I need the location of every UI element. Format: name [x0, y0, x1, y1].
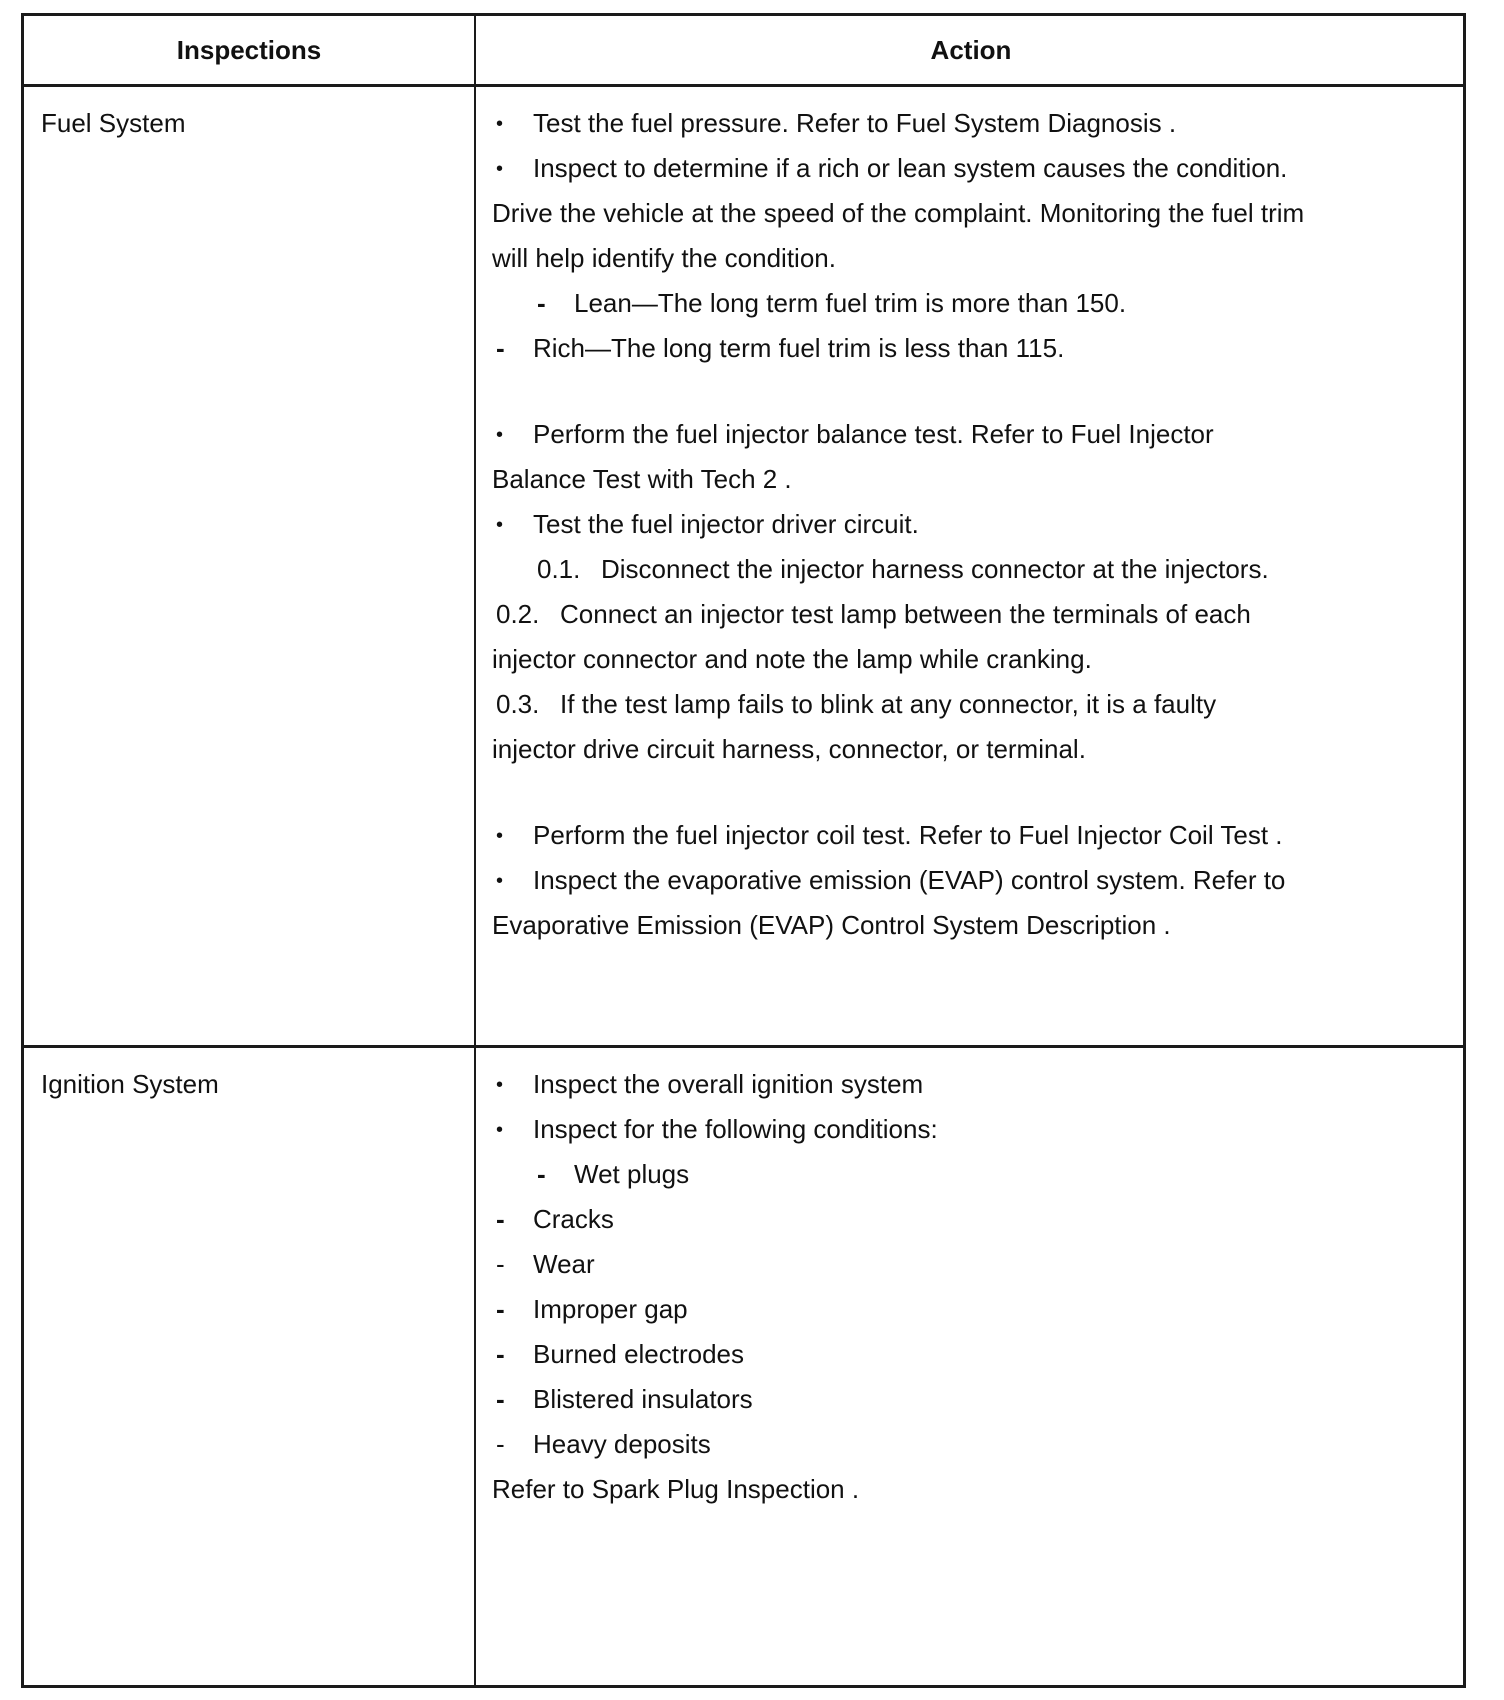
- item-text: Wet plugs: [574, 1159, 690, 1189]
- item-text: will help identify the condition.: [492, 243, 836, 273]
- dash: -: [496, 1429, 505, 1459]
- header-divider: [24, 84, 1463, 87]
- item-text: Cracks: [533, 1204, 614, 1234]
- item-text: Connect an injector test lamp between the terminals of each: [560, 599, 1251, 629]
- column-divider: [474, 16, 476, 1685]
- spacer: [492, 779, 1392, 820]
- item-text: Perform the fuel injector coil test. Refer to Fuel Injector Coil Test .: [533, 820, 1283, 850]
- list-item: [492, 1114, 1392, 1159]
- item-text: Test the fuel pressure. Refer to Fuel System Diagnosis .: [533, 108, 1177, 138]
- dash: -: [496, 1249, 505, 1279]
- bullet: •: [496, 113, 504, 135]
- list-item: [492, 419, 1392, 464]
- list-item: [492, 108, 1392, 153]
- action-cell-ignition-system: [492, 1069, 1392, 1519]
- dash: -: [496, 1294, 505, 1324]
- item-text: Inspect to determine if a rich or lean system causes the condition.: [533, 153, 1288, 183]
- row-divider: [24, 1045, 1463, 1048]
- inspection-ignition-system: Ignition System: [41, 1069, 219, 1099]
- item-text: Inspect the evaporative emission (EVAP) control system. Refer to: [533, 865, 1286, 895]
- action-cell-fuel-system: [492, 108, 1392, 955]
- item-text: Test the fuel injector driver circuit.: [533, 509, 919, 539]
- spacer: [492, 378, 1392, 419]
- bullet: •: [496, 514, 504, 536]
- list-item: [492, 1339, 1392, 1384]
- item-text: Balance Test with Tech 2 .: [492, 464, 792, 494]
- dash: -: [496, 1384, 505, 1414]
- dash: -: [496, 333, 505, 363]
- paragraph-line: [492, 243, 1392, 288]
- step-number: 0.2.: [496, 599, 540, 629]
- bullet: •: [496, 424, 504, 446]
- list-item: [492, 554, 1392, 599]
- bullet: •: [496, 870, 504, 892]
- paragraph-line: [492, 198, 1392, 243]
- item-text: Wear: [533, 1249, 595, 1279]
- list-item: [492, 509, 1392, 554]
- list-item: [492, 689, 1392, 734]
- step-number: 0.3.: [496, 689, 540, 719]
- list-item: [492, 865, 1392, 910]
- item-text: injector drive circuit harness, connector, or terminal.: [492, 734, 1086, 764]
- list-item: [492, 599, 1392, 644]
- dash: -: [537, 288, 546, 318]
- bullet: •: [496, 1119, 504, 1141]
- paragraph-line: [492, 464, 1392, 509]
- item-text: Disconnect the injector harness connector at the injectors.: [601, 554, 1269, 584]
- item-text: Lean—The long term fuel trim is more than 150.: [574, 288, 1127, 318]
- item-text: Burned electrodes: [533, 1339, 745, 1369]
- dash: -: [496, 1339, 505, 1369]
- dash: -: [496, 1204, 505, 1234]
- list-item: [492, 1249, 1392, 1294]
- item-text: Inspect the overall ignition system: [533, 1069, 924, 1099]
- item-text: If the test lamp fails to blink at any connector, it is a faulty: [560, 689, 1217, 719]
- list-item: [492, 1294, 1392, 1339]
- paragraph-line: [492, 910, 1392, 955]
- item-text: Heavy deposits: [533, 1429, 711, 1459]
- list-item: [492, 153, 1392, 198]
- item-text: Inspect for the following conditions:: [533, 1114, 938, 1144]
- item-text: Refer to Spark Plug Inspection .: [492, 1474, 860, 1504]
- item-text: Perform the fuel injector balance test. Refer to Fuel Injector: [533, 419, 1214, 449]
- paragraph-line: [492, 644, 1392, 689]
- list-item: [492, 1159, 1392, 1204]
- item-text: Evaporative Emission (EVAP) Control System Description .: [492, 910, 1171, 940]
- inspection-fuel-system: Fuel System: [41, 108, 186, 138]
- header-action: Action: [930, 34, 1012, 65]
- list-item: [492, 1204, 1392, 1249]
- item-text: injector connector and note the lamp while cranking.: [492, 644, 1092, 674]
- list-item: [492, 1069, 1392, 1114]
- item-text: Rich—The long term fuel trim is less than 115.: [533, 333, 1065, 363]
- list-item: [492, 1384, 1392, 1429]
- paragraph-line: [492, 734, 1392, 779]
- list-item: [492, 820, 1392, 865]
- bullet: •: [496, 1074, 504, 1096]
- dash: -: [537, 1159, 546, 1189]
- item-text: Drive the vehicle at the speed of the complaint. Monitoring the fuel trim: [492, 198, 1305, 228]
- inspection-table: [21, 13, 1466, 1688]
- list-item: [492, 1429, 1392, 1474]
- item-text: Blistered insulators: [533, 1384, 753, 1414]
- item-text: Improper gap: [533, 1294, 688, 1324]
- bullet: •: [496, 825, 504, 847]
- list-item: [492, 288, 1392, 333]
- step-number: 0.1.: [537, 554, 581, 584]
- paragraph-line: [492, 1474, 1392, 1519]
- list-item: [492, 333, 1392, 378]
- header-inspections: Inspections: [176, 34, 322, 65]
- bullet: •: [496, 158, 504, 180]
